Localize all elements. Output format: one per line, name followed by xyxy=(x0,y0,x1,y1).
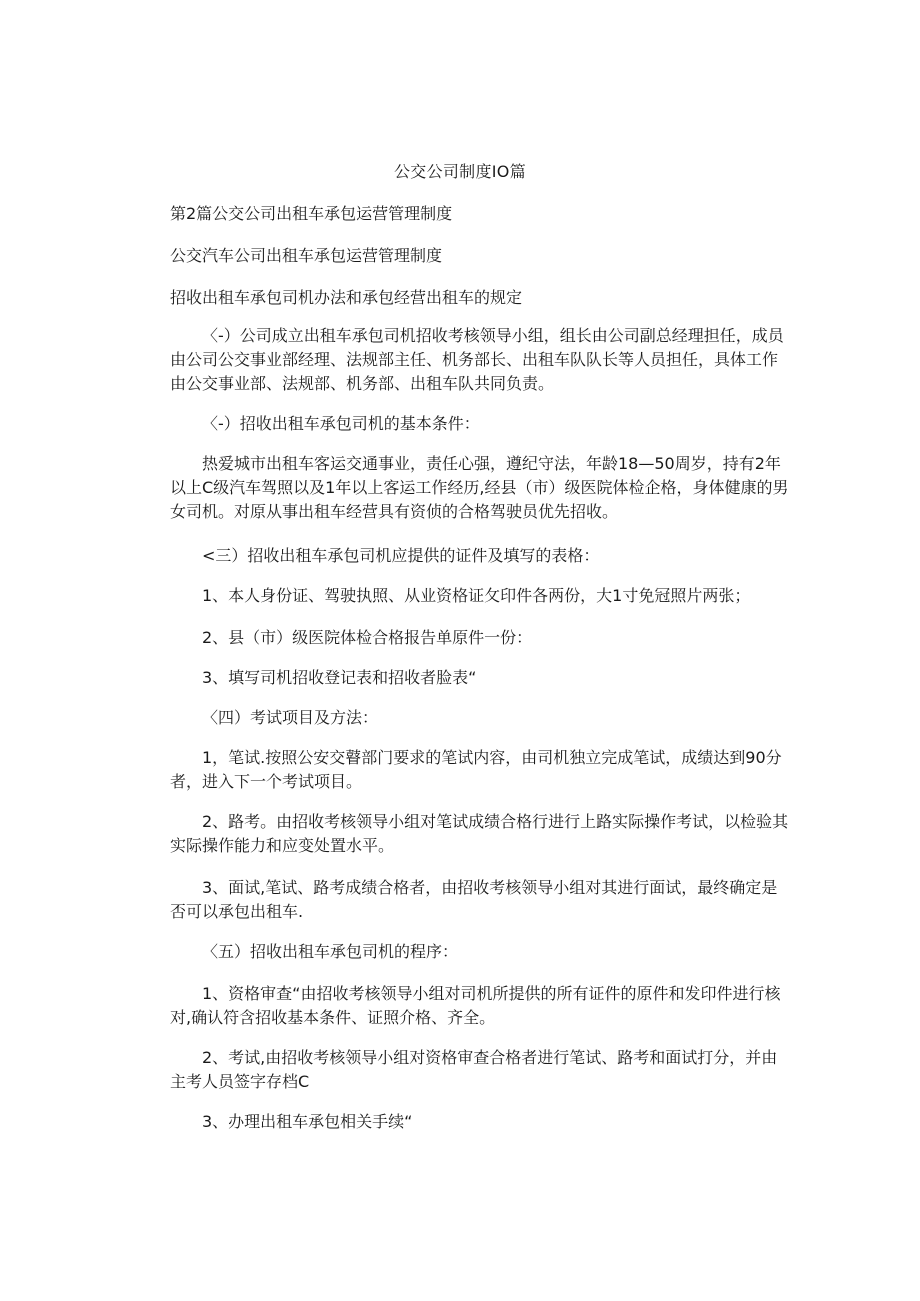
procedure-item-3: 3、办理出租车承包相关手续“ xyxy=(202,1112,413,1131)
exam-item-1: 1，笔试.按照公安交瞽部门要求的笔试内容，由司机独立完成笔试，成绩达到90分者，进入下一个考试项目。 xyxy=(170,748,782,791)
paragraph-4: <三）招收出租车承包司机应提供的证件及填写的表格： xyxy=(202,546,600,565)
exam-item-3: 3、面试,笔试、路考成绩合格者，由招收考核领导小组对其进行面试，最终确定是否可以承包出租车. xyxy=(170,878,778,921)
list-item-3: 3、填写司机招收登记表和招收者脸表“ xyxy=(202,668,477,687)
chapter-heading: 第2篇公交公司出租车承包运营管理制度 xyxy=(170,204,453,223)
paragraph-5: 〈四）考试项目及方法： xyxy=(202,708,379,727)
procedure-item-1: 1、资格审查“由招收考核领导小组对司机所提供的所有证件的原件和发印件进行核对,确认符含招收基本条件、证照介格、齐全。 xyxy=(170,984,781,1027)
list-item-1: 1、本人身份证、驾驶执照、从业资格证攵印件各两份，大1寸免冠照片两张； xyxy=(202,586,751,605)
list-item-2: 2、县（市）级医院体检合格报告单原件一份： xyxy=(202,628,533,647)
procedure-item-2: 2、考试,由招收考核领导小组对资格审查合格者进行笔试、路考和面试打分，并由主考人员签字存档C xyxy=(170,1048,778,1091)
section-heading: 公交汽车公司出租车承包运营管理制度 xyxy=(170,246,443,265)
document-title: 公交公司制度IO篇 xyxy=(393,162,526,181)
paragraph-1: 〈-）公司成立出租车承包司机招收考核领导小组，组长由公司副总经理担任，成员由公司公交事业部经理、法规部主任、机务部长、出租车队队长等人员担任，具体工作由公交事业部、法规部、机务部、出租车队共同负责。 xyxy=(170,326,784,393)
exam-item-2: 2、路考。由招收考核领导小组对笔试成绩合格行进行上路实际操作考试，以检验其实际操作能力和应变处置水平。 xyxy=(170,812,789,855)
paragraph-6: 〈五）招收出租车承包司机的程序： xyxy=(202,942,459,961)
subsection-heading: 招收出租车承包司机办法和承包经营出租车的规定 xyxy=(170,288,523,307)
paragraph-3: 热爱城市出租车客运交通事业，责任心强，遵纪守法，年龄18—50周岁，持有2年以上C级汽车驾照以及1年以上客运工作经历,经县（市）级医院体检企格，身体健康的男女司机。对原从事出租车经营具有资侦的合格驾驶员优先招收。 xyxy=(170,454,789,521)
paragraph-2: 〈-）招收出租车承包司机的基本条件： xyxy=(202,414,480,433)
